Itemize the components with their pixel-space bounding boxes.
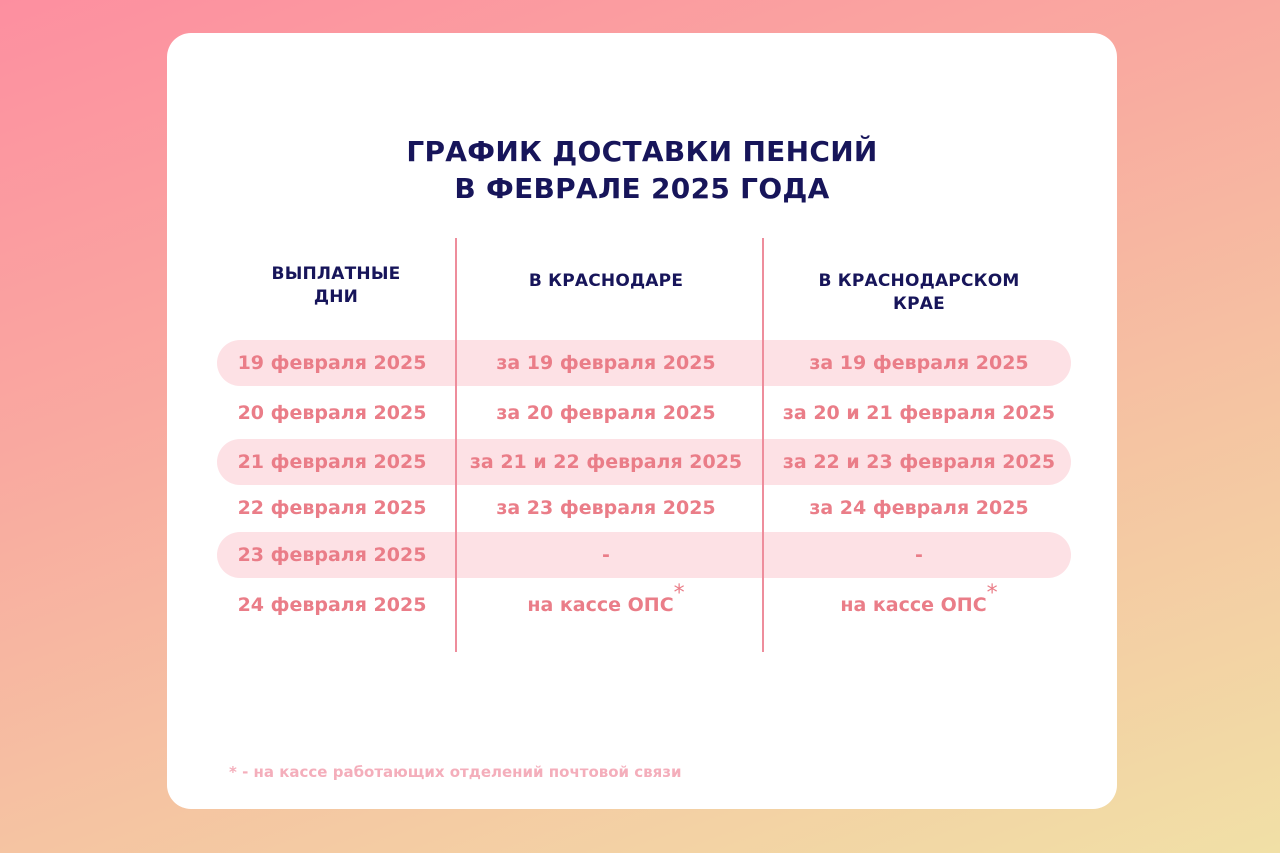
cell-day: 22 февраля 2025 <box>237 497 427 519</box>
cell-krasnodar <box>457 582 755 628</box>
header-payment-days <box>207 263 465 309</box>
cell-krai <box>765 582 1073 628</box>
asterisk-mark: * <box>986 581 998 606</box>
cell-krai: за 24 февраля 2025 <box>809 497 1029 519</box>
title-line-1: ГРАФИК ДОСТАВКИ ПЕНСИЙ <box>406 135 878 168</box>
asterisk-mark: * <box>673 581 685 606</box>
cell-day: 20 февраля 2025 <box>237 402 427 424</box>
cell-krasnodar: - <box>602 544 610 566</box>
header-krasnodar-krai-line-2: КРАЕ <box>893 294 945 314</box>
column-divider-right <box>762 238 764 652</box>
cell-krasnodar: за 23 февраля 2025 <box>496 497 716 519</box>
cell-krai: за 19 февраля 2025 <box>809 352 1029 374</box>
cell-krasnodar: за 20 февраля 2025 <box>496 402 716 424</box>
cell-day: 19 февраля 2025 <box>237 352 427 374</box>
cell-krasnodar-text: на кассе ОПС <box>527 594 674 616</box>
cell-krasnodar: за 21 и 22 февраля 2025 <box>469 451 743 473</box>
cell-krai: за 22 и 23 февраля 2025 <box>782 451 1056 473</box>
cell-day: 24 февраля 2025 <box>237 594 427 616</box>
header-krasnodar-krai <box>765 270 1073 316</box>
title-line-2: В ФЕВРАЛЕ 2025 ГОДА <box>454 172 830 205</box>
cell-day: 23 февраля 2025 <box>237 544 427 566</box>
cell-krasnodar: за 19 февраля 2025 <box>496 352 716 374</box>
header-payment-days-line-2: ДНИ <box>313 287 359 307</box>
page-title <box>167 133 1117 207</box>
header-krasnodar-line-1: В КРАСНОДАРЕ <box>528 271 684 291</box>
cell-krai: за 20 и 21 февраля 2025 <box>782 402 1056 424</box>
footnote: * - на кассе работающих отделений почтовой связи <box>229 763 682 781</box>
cell-krai-text: на кассе ОПС <box>840 594 987 616</box>
header-krasnodar <box>457 270 755 293</box>
schedule-card <box>167 33 1117 809</box>
cell-krai: - <box>915 544 923 566</box>
cell-day: 21 февраля 2025 <box>237 451 427 473</box>
header-payment-days-line-1: ВЫПЛАТНЫЕ <box>271 264 401 284</box>
header-krasnodar-krai-line-1: В КРАСНОДАРСКОМ <box>818 271 1020 291</box>
